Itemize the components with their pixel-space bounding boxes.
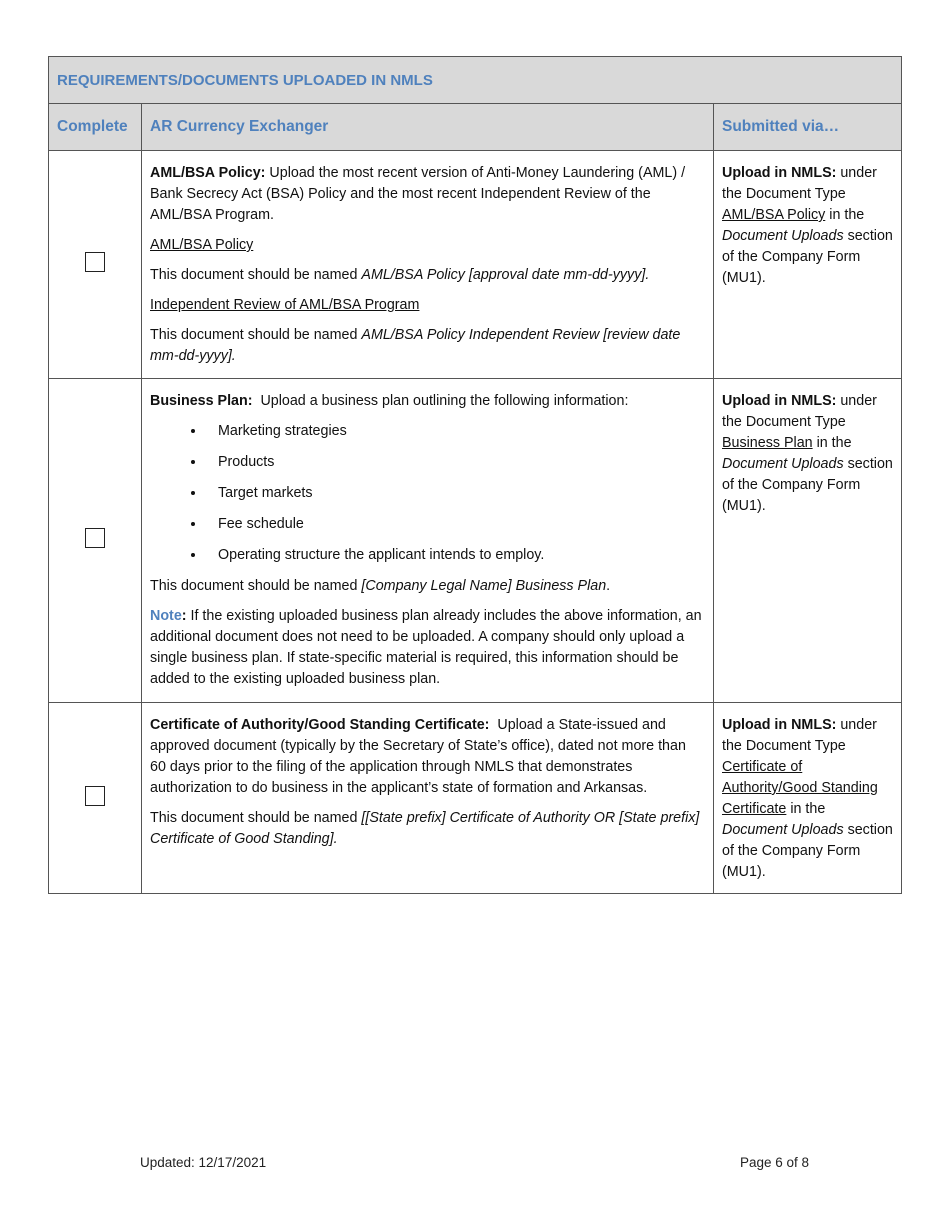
doc-filename: AML/BSA Policy Independent Review [review date mm-dd-yyyy]. [150, 327, 681, 364]
note-colon: : [181, 608, 187, 624]
column-header-complete: Complete [49, 104, 142, 151]
note-label: Note [150, 608, 182, 624]
submitted-text: in the [825, 207, 865, 223]
complete-checkbox-aml[interactable] [85, 252, 105, 272]
requirement-intro: Upload a State-issued and approved document (typically by the Secretary of State’s office), dated not more than 60 days prior to the filing of the application through NMLS that demonstrates authorization to do business in the applicant’s state of formation and Arkansas. [150, 717, 690, 796]
table-title: REQUIREMENTS/DOCUMENTS UPLOADED IN NMLS [49, 57, 902, 104]
submitted-text: in the [812, 435, 852, 451]
list-item: • Target markets [206, 483, 705, 504]
naming-prefix: This document should be named [150, 327, 362, 343]
bullet-list [150, 421, 705, 566]
doc-filename: [[State prefix] Certificate of Authority OR [State prefix] Certificate of Good Standing]. [150, 810, 700, 847]
doc-filename: AML/BSA Policy [approval date mm-dd-yyyy]. [361, 267, 650, 283]
complete-checkbox-business-plan[interactable] [85, 528, 105, 548]
footer-page-number: Page 6 of 8 [740, 1155, 810, 1170]
list-item: • Operating structure the applicant intends to employ. [206, 545, 705, 566]
requirement-description [142, 703, 714, 894]
requirement-heading: Business Plan: [150, 393, 253, 409]
submitted-text: under the Document Type [722, 717, 877, 754]
column-header-submitted: Submitted via… [714, 104, 902, 151]
requirement-intro: Upload a business plan outlining the following information: [252, 393, 629, 409]
document-type: Certificate of Authority/Good Standing Certificate [722, 759, 878, 817]
upload-label: Upload in NMLS: [722, 717, 837, 733]
complete-cell [49, 379, 142, 703]
document-type: Business Plan [722, 435, 813, 451]
section-name: Document Uploads [722, 228, 844, 244]
list-item: • Fee schedule [206, 514, 705, 535]
naming-prefix: This document should be named [150, 267, 362, 283]
submitted-via-cell [714, 703, 902, 894]
complete-checkbox-certificate[interactable] [85, 786, 105, 806]
requirements-table [48, 56, 902, 894]
doc-filename: [Company Legal Name] Business Plan [361, 578, 607, 594]
requirement-intro: Upload the most recent version of Anti-Money Laundering (AML) / Bank Secrecy Act (BSA) Policy and the most recent Independent Review of the AML/BSA Program. [150, 165, 686, 223]
naming-suffix: . [606, 578, 611, 594]
complete-cell [49, 703, 142, 894]
submitted-via-cell [714, 379, 902, 703]
requirement-heading: AML/BSA Policy: [150, 165, 266, 181]
table-row [49, 151, 902, 379]
upload-label: Upload in NMLS: [722, 165, 837, 181]
submitted-text: in the [786, 801, 826, 817]
document-type: AML/BSA Policy [722, 207, 826, 223]
footer-updated-date: Updated: 12/17/2021 [140, 1155, 267, 1170]
list-item: • Marketing strategies [206, 421, 705, 442]
requirement-description [142, 151, 714, 379]
submitted-text: section of the Company Form (MU1). [722, 228, 893, 286]
submitted-text: section of the Company Form (MU1). [722, 822, 893, 880]
complete-cell [49, 151, 142, 379]
column-header-entity: AR Currency Exchanger [142, 104, 714, 151]
requirement-heading: Certificate of Authority/Good Standing Certificate: [150, 717, 490, 733]
naming-prefix: This document should be named [150, 810, 362, 826]
submitted-text: under the Document Type [722, 165, 877, 202]
table-row [49, 703, 902, 894]
doc-title: Independent Review of AML/BSA Program [150, 297, 420, 313]
list-item: • Products [206, 452, 705, 473]
doc-title: AML/BSA Policy [150, 237, 254, 253]
requirement-description [142, 379, 714, 703]
submitted-text: section of the Company Form (MU1). [722, 456, 893, 514]
naming-prefix: This document should be named [150, 578, 362, 594]
submitted-text: under the Document Type [722, 393, 877, 430]
table-row [49, 379, 902, 703]
upload-label: Upload in NMLS: [722, 393, 837, 409]
section-name: Document Uploads [722, 456, 844, 472]
submitted-via-cell [714, 151, 902, 379]
note-text: If the existing uploaded business plan already includes the above information, an additional document does not need to be uploaded. A company should only upload a single business plan. If state-specific material is required, this information should be added to the existing uploaded business plan. [150, 608, 702, 687]
section-name: Document Uploads [722, 822, 844, 838]
